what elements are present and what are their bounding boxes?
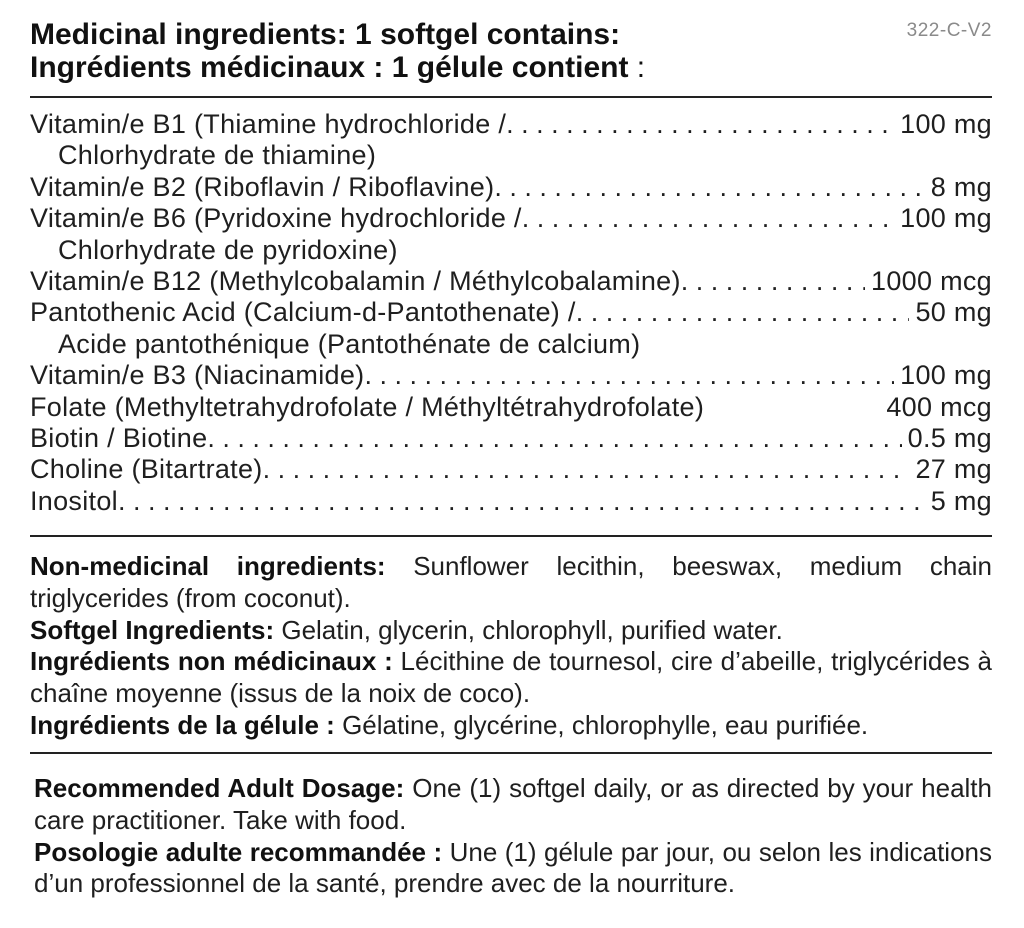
heading-french: Ingrédients médicinaux : 1 gélule contient : <box>30 51 646 84</box>
ingredient-name-continuation: Chlorhydrate de thiamine) <box>58 140 377 171</box>
non-medicinal-fr: Ingrédients non médicinaux : Lécithine de tournesol, cire d’abeille, triglycérides à chaîne moyenne (issus de la noix de coco). <box>30 646 993 709</box>
ingredient-row <box>30 486 992 517</box>
label-code: 322-C-V2 <box>906 20 992 41</box>
ingredient-row <box>30 266 992 297</box>
medicinal-ingredients-list <box>30 109 992 517</box>
softgel-ingredients-fr: Ingrédients de la gélule : Gélatine, glycérine, chlorophylle, eau purifiée. <box>30 709 869 740</box>
ingredient-name: Vitamin/e B2 (Riboflavin / Riboflavine) <box>30 171 495 202</box>
ingredient-name: Inositol <box>30 485 118 516</box>
ingredient-amount: 100 mg <box>900 360 992 391</box>
ingredient-amount: 100 mg <box>900 109 992 139</box>
ingredient-row <box>30 172 992 203</box>
ingredient-row <box>30 109 992 140</box>
ingredient-row <box>30 203 992 234</box>
dot-leader <box>263 454 910 485</box>
ingredient-name-continuation: Acide pantothénique (Pantothénate de calcium) <box>58 328 641 359</box>
dosage-en: Recommended Adult Dosage: One (1) softgel daily, or as directed by your health care practitioner. Take with food. <box>34 773 992 835</box>
dot-leader <box>681 266 865 297</box>
ingredient-amount: 27 mg <box>915 454 992 485</box>
ingredient-row <box>30 423 992 454</box>
dot-leader <box>506 109 894 140</box>
dosage-section <box>34 773 992 900</box>
ingredient-row <box>30 360 992 391</box>
ingredient-name: Folate (Methyltetrahydrofolate / Méthyltétrahydrofolate) <box>30 391 705 422</box>
dot-leader <box>576 297 910 328</box>
divider-top <box>30 96 992 98</box>
ingredient-amount: 50 mg <box>915 297 992 328</box>
dot-leader <box>494 172 924 203</box>
ingredient-row <box>30 297 992 328</box>
dot-leader <box>364 360 894 391</box>
medicinal-ingredients-heading <box>30 18 930 84</box>
ingredient-name: Choline (Bitartrate) <box>30 454 263 485</box>
ingredient-name: Vitamin/e B3 (Niacinamide) <box>30 360 365 391</box>
non-medicinal-section <box>30 551 992 742</box>
ingredient-amount: 0.5 mg <box>907 423 992 454</box>
ingredient-amount: 5 mg <box>930 485 992 516</box>
non-medicinal-en: Non-medicinal ingredients: Sunflower lecithin, beeswax, medium chain triglycerides (from coconut). <box>30 551 992 613</box>
dot-leader <box>522 203 894 234</box>
divider-middle <box>30 535 992 537</box>
ingredient-name: Vitamin/e B1 (Thiamine hydrochloride / <box>30 109 507 139</box>
ingredient-amount: 8 mg <box>930 171 992 202</box>
dosage-fr: Posologie adulte recommandée : Une (1) gélule par jour, ou selon les indications d’un professionnel de la santé, prendre avec de la nourriture. <box>34 836 993 899</box>
heading-english: Medicinal ingredients: 1 softgel contains: <box>30 18 621 51</box>
dot-leader <box>207 423 901 454</box>
dot-leader <box>118 486 925 517</box>
ingredient-amount: 400 mcg <box>886 391 992 422</box>
divider-bottom <box>30 752 992 754</box>
ingredient-amount: 100 mg <box>900 203 992 234</box>
ingredient-name: Vitamin/e B12 (Methylcobalamin / Méthylcobalamine) <box>30 266 681 297</box>
softgel-ingredients-en: Softgel Ingredients: Gelatin, glycerin, chlorophyll, purified water. <box>30 614 783 645</box>
ingredient-name: Vitamin/e B6 (Pyridoxine hydrochloride / <box>30 203 522 234</box>
ingredient-row <box>30 392 992 423</box>
ingredient-amount: 1000 mcg <box>871 266 992 297</box>
ingredient-name: Pantothenic Acid (Calcium-d-Pantothenate) / <box>30 297 576 328</box>
ingredient-name: Biotin / Biotine <box>30 423 208 454</box>
ingredient-name-continuation: Chlorhydrate de pyridoxine) <box>58 234 398 265</box>
ingredient-row <box>30 454 992 485</box>
